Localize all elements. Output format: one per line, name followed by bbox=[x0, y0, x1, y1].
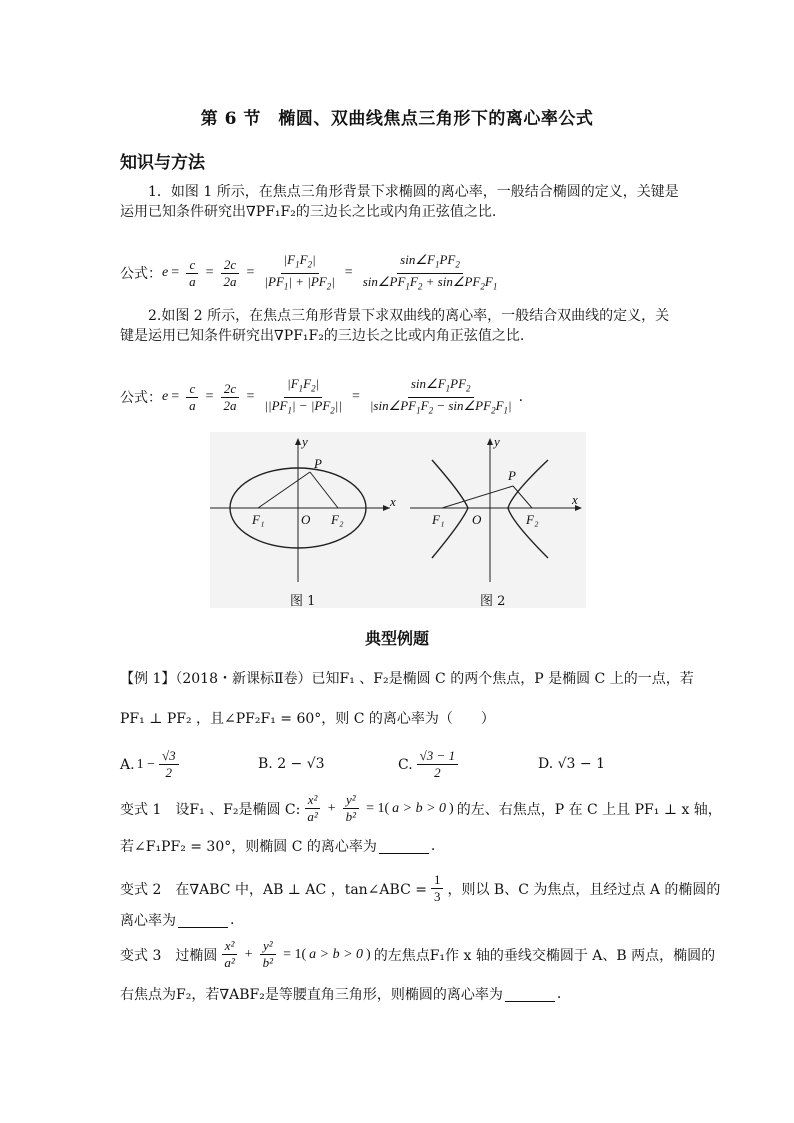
fig1-x-label: x bbox=[390, 494, 396, 509]
fig2-pf1 bbox=[442, 486, 513, 508]
fig2-y-label: y bbox=[494, 434, 500, 449]
figure-panel bbox=[210, 432, 586, 608]
answer-blank[interactable] bbox=[178, 913, 228, 928]
paragraph-1: 1．如图 1 所示，在焦点三角形背景下求椭圆的离心率，一般结合椭圆的定义，关键是运用已知条件研究出∇PF₁F₂的三边长之比或内角正弦值之比. bbox=[120, 184, 679, 220]
fig2-left-branch bbox=[432, 460, 468, 558]
variant2-text-b: ，则以 B、C 为焦点，且经过点 A 的椭圆的 bbox=[447, 881, 721, 898]
fig2-p-label: P bbox=[508, 468, 516, 483]
fig2-f2-label: F₂ bbox=[526, 512, 539, 527]
variant1-text-c: 若∠F₁PF₂ = 30°，则椭圆 C 的离心率为 bbox=[120, 839, 377, 855]
variant1-line2: 若∠F₁PF₂ = 30°，则椭圆 C 的离心率为 . bbox=[120, 838, 436, 855]
variant3-line1: 变式 3 过椭圆 $\frac{\text{x²}}{\text{a²}}$ + $\frac{\text{y²}}{\text{b²}}$ = 1( a > b > 0 ) 的左焦点F₁作 x 轴的垂线交椭圆于 A、B 两点，椭圆的 bbox=[120, 938, 716, 970]
fig2-f1-label: F₁ bbox=[432, 512, 445, 527]
fig2-o-label: O bbox=[472, 512, 482, 527]
option-a-label: A. bbox=[120, 756, 135, 773]
variant3-text-b: 的左焦点F₁作 x 轴的垂线交椭圆于 A、B 两点，椭圆的 bbox=[373, 947, 716, 964]
fig1-f1-label: F₁ bbox=[252, 512, 265, 527]
option-c[interactable]: C. $\frac{√3 - 1}{2}$ bbox=[398, 748, 462, 781]
variant3-text-c: 右焦点为F₂，若∇ABF₂是等腰直角三角形，则椭圆的离心率为 bbox=[120, 987, 503, 1003]
fig2-caption: 图 2 bbox=[480, 594, 506, 609]
fig2-y-arrow bbox=[487, 438, 493, 445]
variant1-text-a: 变式 1 设F₁ 、F₂是椭圆 C: bbox=[120, 801, 301, 818]
answer-blank[interactable] bbox=[505, 987, 555, 1002]
formula-label: 公式： bbox=[120, 266, 162, 283]
option-c-label: C. bbox=[398, 756, 413, 773]
ellipse-formula: 公式： e = $\frac{c}{a}$ = $\frac{2c}{2a}$ = $\frac{|F_1F_2|}{|PF_1| + |PF_2|}$ = $\frac{\sin\angle F_1PF_2}{\sin\angle PF_1F_2 + \sin\angle PF_2F_1}$ bbox=[120, 252, 498, 292]
variant1-line1: 变式 1 设F₁ 、F₂是椭圆 C: $\frac{\text{x²}}{\text{a²}}$ + $\frac{\text{y²}}{\text{b²}}$ = 1( a > b > 0 ) 的左、右焦点，P 在 C 上且 PF₁ ⊥ x 轴， bbox=[120, 792, 722, 824]
fig1-caption: 图 1 bbox=[290, 594, 316, 609]
section-heading: 典型例题 bbox=[364, 629, 429, 648]
fig2-x-label: x bbox=[572, 492, 578, 507]
example1-lead: 【例 1】（2018・新课标Ⅱ卷）已知F₁ 、F₂是椭圆 C 的两个焦点，P 是椭圆 C 上的一点，若 bbox=[120, 671, 694, 687]
page-title: 第 6 节 椭圆、双曲线焦点三角形下的离心率公式 bbox=[200, 109, 594, 129]
fig1-p-label: P bbox=[314, 456, 322, 471]
fig1-o-label: O bbox=[301, 512, 311, 527]
fig1-f2-label: F₂ bbox=[331, 512, 344, 527]
formula-label: 公式： bbox=[120, 390, 162, 407]
fig1-y-arrow bbox=[295, 438, 301, 445]
fig2-pf2 bbox=[513, 486, 532, 508]
example1-condition: PF₁ ⊥ PF₂ ，且∠PF₂F₁ = 60°，则 C 的离心率为（ ） bbox=[120, 711, 495, 727]
answer-blank[interactable] bbox=[379, 839, 429, 854]
fig1-y-label: y bbox=[302, 434, 308, 449]
variant2-line1: 变式 2 在∇ABC 中，AB ⊥ AC ，tan∠ABC = $\frac{1}{3}$ ，则以 B、C 为焦点，且经过点 A 的椭圆的 bbox=[120, 872, 721, 904]
paragraph-2: 2.如图 2 所示，在焦点三角形背景下求双曲线的离心率，一般结合双曲线的定义，关键是运用已知条件研究出∇PF₁F₂的三边长之比或内角正弦值之比. bbox=[120, 308, 670, 344]
option-d[interactable]: D. √3 − 1 bbox=[538, 756, 605, 772]
variant3-line2: 右焦点为F₂，若∇ABF₂是等腰直角三角形，则椭圆的离心率为 . bbox=[120, 986, 562, 1003]
fig1-pf1 bbox=[258, 472, 310, 508]
option-b[interactable]: B. 2 − √3 bbox=[258, 756, 325, 772]
knowledge-heading: 知识与方法 bbox=[120, 153, 205, 173]
fig1-pf2 bbox=[310, 472, 338, 508]
hyperbola-formula: 公式： e = $\frac{c}{a}$ = $\frac{2c}{2a}$ = $\frac{|F_1F_2|}{||PF_1| - |PF_2||}$ = $\frac{\sin\angle F_1PF_2}{|\sin\angle PF_1F_2 - \sin\angle PF_2F_1|}$ . bbox=[120, 376, 524, 416]
variant2-text-a: 变式 2 在∇ABC 中，AB ⊥ AC ，tan∠ABC = bbox=[120, 881, 427, 898]
fig1-x-arrow bbox=[383, 505, 390, 511]
variant1-text-b: 的左、右焦点，P 在 C 上且 PF₁ ⊥ x 轴， bbox=[456, 801, 722, 818]
variant2-text-c: 离心率为 bbox=[120, 913, 176, 929]
variant2-line2: 离心率为 . bbox=[120, 912, 235, 929]
variant3-text-a: 变式 3 过椭圆 bbox=[120, 947, 218, 964]
option-a[interactable]: A. 1 − $\frac{√3}{2}$ bbox=[120, 748, 183, 781]
